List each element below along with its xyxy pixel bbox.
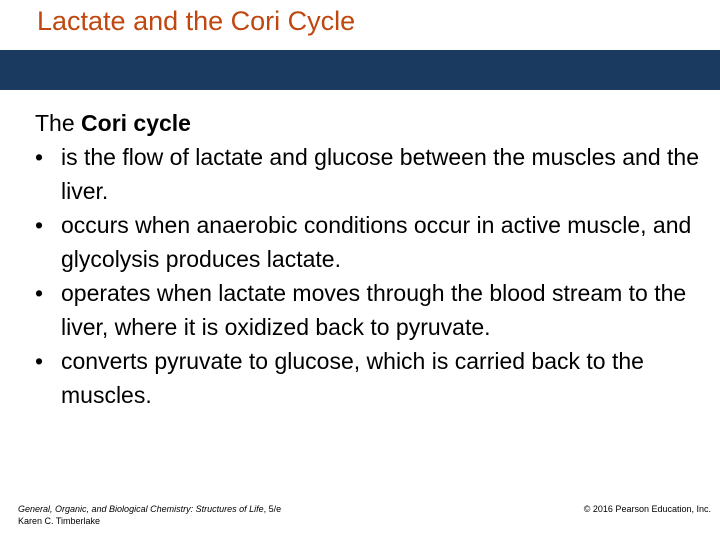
- bullet-text: operates when lactate moves through the blood stream to the liver, where it is oxidized back to pyruvate.: [61, 280, 687, 340]
- title-band: [0, 50, 720, 90]
- bullet-text: converts pyruvate to glucose, which is carried back to the muscles.: [61, 348, 644, 408]
- bullet-item: [35, 140, 707, 208]
- bullet-icon: •: [35, 280, 44, 306]
- bullet-item: [35, 276, 707, 344]
- footer-citation: [18, 503, 281, 527]
- bullet-list: [35, 140, 707, 412]
- bullet-text: occurs when anaerobic conditions occur in active muscle, and glycolysis produces lactate.: [61, 212, 692, 272]
- intro-bold-term: Cori cycle: [81, 110, 191, 136]
- bullet-icon: •: [35, 348, 44, 374]
- slide-title: Lactate and the Cori Cycle: [37, 6, 356, 36]
- slide-body: [35, 106, 707, 412]
- footer-author: Karen C. Timberlake: [18, 516, 101, 526]
- bullet-icon: •: [35, 144, 44, 170]
- footer-edition: , 5/e: [263, 504, 282, 514]
- footer-book-title: General, Organic, and Biological Chemistry: Structures of Life: [18, 504, 264, 514]
- bullet-text: is the flow of lactate and glucose between the muscles and the liver.: [61, 144, 700, 204]
- footer-book-line: [18, 503, 281, 515]
- intro-prefix: The: [35, 110, 82, 136]
- intro-line: [35, 106, 707, 140]
- bullet-item: [35, 208, 707, 276]
- bullet-item: [35, 344, 707, 412]
- bullet-icon: •: [35, 212, 44, 238]
- footer-copyright: © 2016 Pearson Education, Inc.: [583, 504, 711, 514]
